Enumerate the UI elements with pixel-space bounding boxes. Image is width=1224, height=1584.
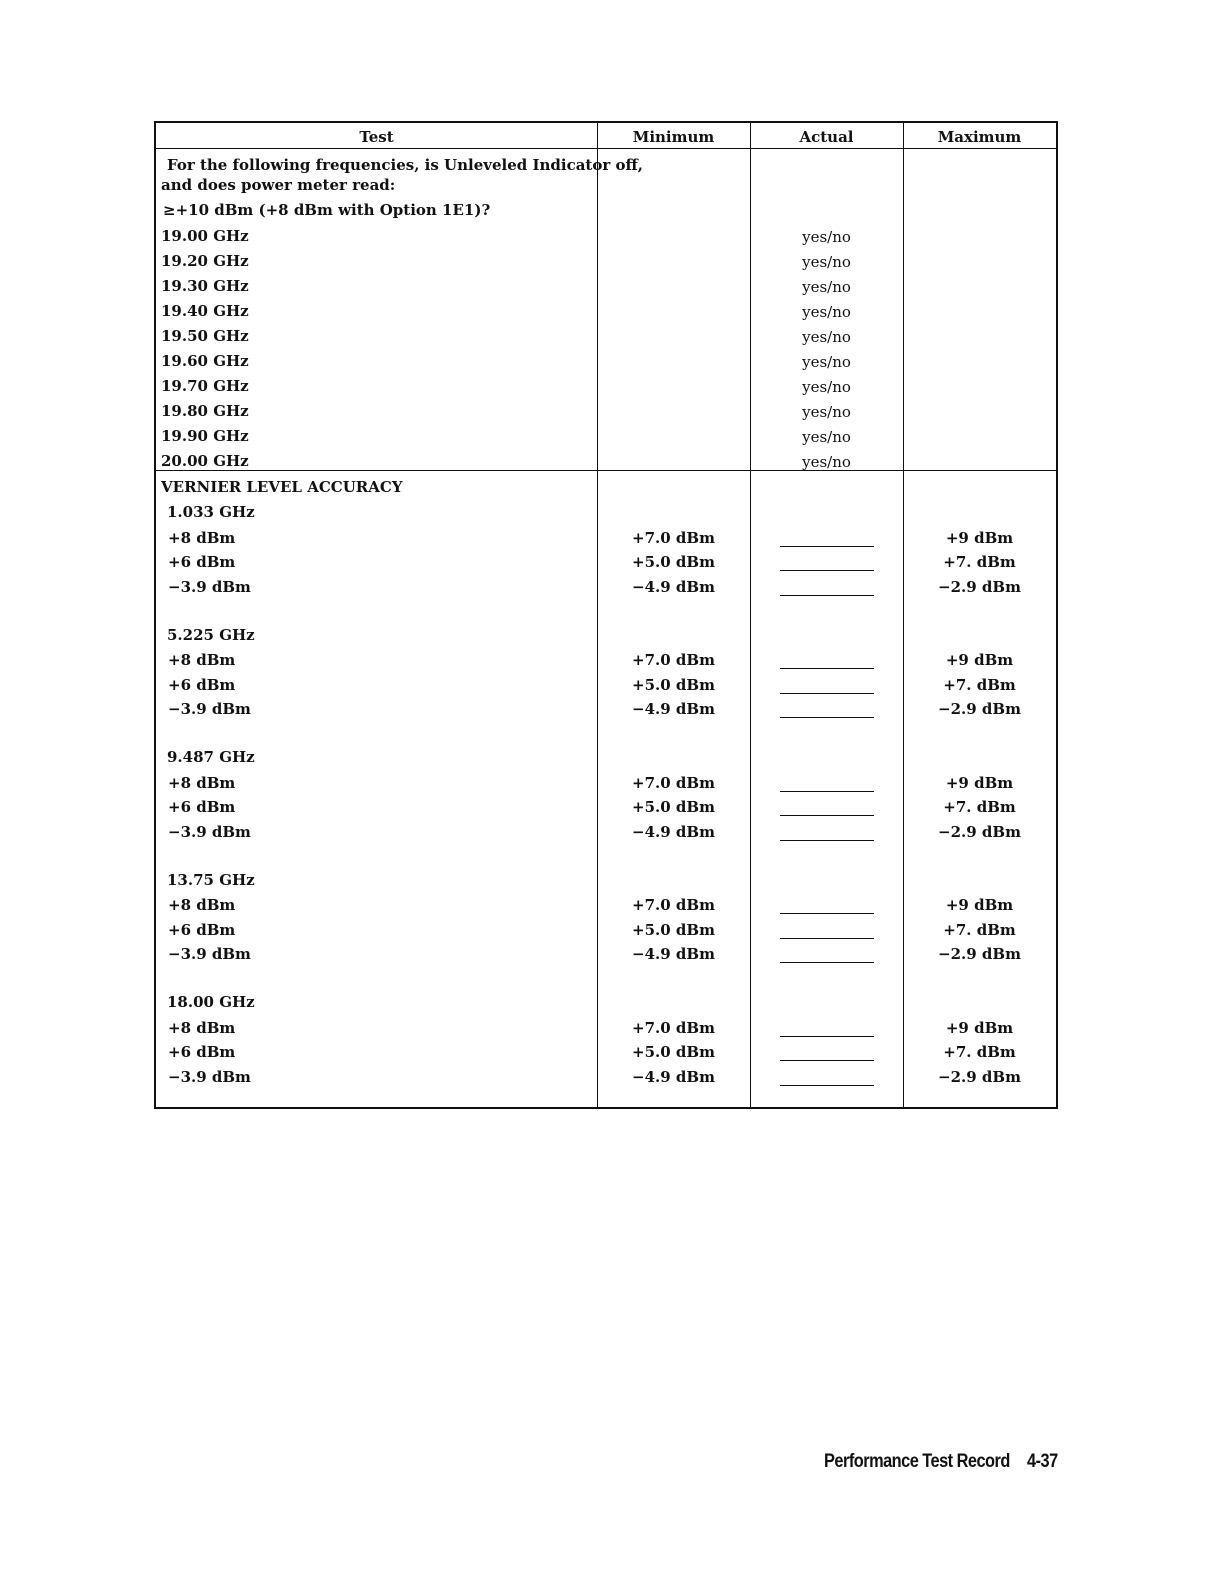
- maximum-value: +7. dBm: [943, 675, 1016, 694]
- header-test: Test: [359, 128, 394, 146]
- actual-entry-blank: [780, 717, 874, 718]
- actual-yes-no: yes/no: [802, 278, 851, 296]
- vernier-frequency: 5.225 GHz: [167, 625, 255, 644]
- minimum-value: +5.0 dBm: [632, 1043, 715, 1061]
- maximum-value: +9 dBm: [945, 773, 1014, 792]
- level-setting: −3.9 dBm: [168, 700, 251, 718]
- level-setting: −3.9 dBm: [168, 945, 251, 963]
- header-maximum: Maximum: [937, 128, 1022, 146]
- actual-yes-no: yes/no: [802, 378, 851, 396]
- level-setting: +6 dBm: [168, 798, 236, 816]
- maximum-value: +9 dBm: [945, 651, 1014, 669]
- header-minimum: Minimum: [632, 128, 715, 146]
- maximum-value: −2.9 dBm: [938, 945, 1021, 963]
- frequency-label: 19.00 GHz: [161, 227, 249, 245]
- actual-entry-blank: [780, 693, 874, 694]
- footer-title: Performance Test Record: [824, 1451, 1011, 1472]
- actual-yes-no: yes/no: [802, 303, 851, 321]
- minimum-value: +5.0 dBm: [632, 798, 715, 816]
- minimum-value: −4.9 dBm: [632, 1067, 715, 1086]
- level-setting: −3.9 dBm: [168, 577, 251, 596]
- maximum-value: −2.9 dBm: [938, 577, 1021, 596]
- level-setting: +8 dBm: [168, 651, 236, 669]
- minimum-value: +5.0 dBm: [632, 675, 715, 694]
- vernier-frequency: 1.033 GHz: [167, 503, 255, 521]
- minimum-value: −4.9 dBm: [632, 945, 715, 963]
- actual-entry-blank: [780, 1085, 874, 1086]
- actual-yes-no: yes/no: [802, 453, 851, 471]
- actual-yes-no: yes/no: [802, 228, 851, 246]
- frequency-label: 19.40 GHz: [161, 302, 249, 320]
- section-divider: [156, 470, 1056, 471]
- actual-entry-blank: [780, 570, 874, 571]
- frequency-label: 19.30 GHz: [161, 277, 249, 295]
- actual-entry-blank: [780, 791, 874, 792]
- frequency-label: 19.90 GHz: [161, 427, 249, 445]
- actual-entry-blank: [780, 913, 874, 914]
- level-setting: +8 dBm: [168, 773, 236, 792]
- level-setting: +8 dBm: [168, 1018, 236, 1037]
- page-footer: [824, 1451, 1058, 1473]
- unleveled-intro-line2: and does power meter read:: [161, 176, 396, 194]
- maximum-value: +9 dBm: [945, 528, 1014, 547]
- maximum-value: +7. dBm: [943, 1043, 1016, 1061]
- minimum-value: +7.0 dBm: [632, 773, 715, 792]
- actual-entry-blank: [780, 962, 874, 963]
- minimum-value: +7.0 dBm: [632, 651, 715, 669]
- actual-entry-blank: [780, 840, 874, 841]
- frequency-label: 20.00 GHz: [161, 452, 249, 470]
- actual-entry-blank: [780, 595, 874, 596]
- maximum-value: −2.9 dBm: [938, 822, 1021, 841]
- vernier-frequency: 9.487 GHz: [167, 748, 255, 766]
- actual-entry-blank: [780, 938, 874, 939]
- frequency-label: 19.80 GHz: [161, 402, 249, 420]
- level-setting: +6 dBm: [168, 675, 236, 694]
- actual-yes-no: yes/no: [802, 428, 851, 446]
- level-setting: +6 dBm: [168, 553, 236, 571]
- maximum-value: +9 dBm: [945, 1018, 1014, 1037]
- maximum-value: +7. dBm: [943, 553, 1016, 571]
- frequency-label: 19.60 GHz: [161, 352, 249, 370]
- maximum-value: +9 dBm: [945, 896, 1014, 914]
- header-actual: Actual: [799, 128, 854, 146]
- maximum-value: +7. dBm: [943, 798, 1016, 816]
- frequency-label: 19.70 GHz: [161, 377, 249, 395]
- minimum-value: +5.0 dBm: [632, 553, 715, 571]
- actual-entry-blank: [780, 815, 874, 816]
- minimum-value: −4.9 dBm: [632, 700, 715, 718]
- maximum-value: +7. dBm: [943, 920, 1016, 939]
- minimum-value: +5.0 dBm: [632, 920, 715, 939]
- vernier-frequency: 18.00 GHz: [167, 993, 255, 1011]
- actual-yes-no: yes/no: [802, 253, 851, 271]
- actual-yes-no: yes/no: [802, 328, 851, 346]
- minimum-value: −4.9 dBm: [632, 577, 715, 596]
- level-setting: +6 dBm: [168, 920, 236, 939]
- level-setting: +8 dBm: [168, 528, 236, 547]
- frequency-label: 19.50 GHz: [161, 327, 249, 345]
- unleveled-intro-line1: For the following frequencies, is Unleveled Indicator off,: [167, 156, 644, 174]
- level-setting: −3.9 dBm: [168, 1067, 251, 1086]
- maximum-value: −2.9 dBm: [938, 1067, 1021, 1086]
- performance-test-table: [154, 121, 1058, 1109]
- page-number: 4-37: [1027, 1451, 1058, 1472]
- actual-entry-blank: [780, 668, 874, 669]
- actual-entry-blank: [780, 1036, 874, 1037]
- level-setting: +6 dBm: [168, 1043, 236, 1061]
- actual-yes-no: yes/no: [802, 403, 851, 421]
- maximum-value: −2.9 dBm: [938, 700, 1021, 718]
- minimum-value: +7.0 dBm: [632, 896, 715, 914]
- frequency-label: 19.20 GHz: [161, 252, 249, 270]
- vernier-section-title: VERNIER LEVEL ACCURACY: [161, 478, 403, 496]
- level-setting: −3.9 dBm: [168, 822, 251, 841]
- actual-yes-no: yes/no: [802, 353, 851, 371]
- actual-entry-blank: [780, 546, 874, 547]
- vernier-frequency: 13.75 GHz: [167, 870, 255, 889]
- unleveled-criterion: ≥+10 dBm (+8 dBm with Option 1E1)?: [163, 201, 491, 219]
- actual-entry-blank: [780, 1060, 874, 1061]
- minimum-value: −4.9 dBm: [632, 822, 715, 841]
- minimum-value: +7.0 dBm: [632, 528, 715, 547]
- level-setting: +8 dBm: [168, 896, 236, 914]
- minimum-value: +7.0 dBm: [632, 1018, 715, 1037]
